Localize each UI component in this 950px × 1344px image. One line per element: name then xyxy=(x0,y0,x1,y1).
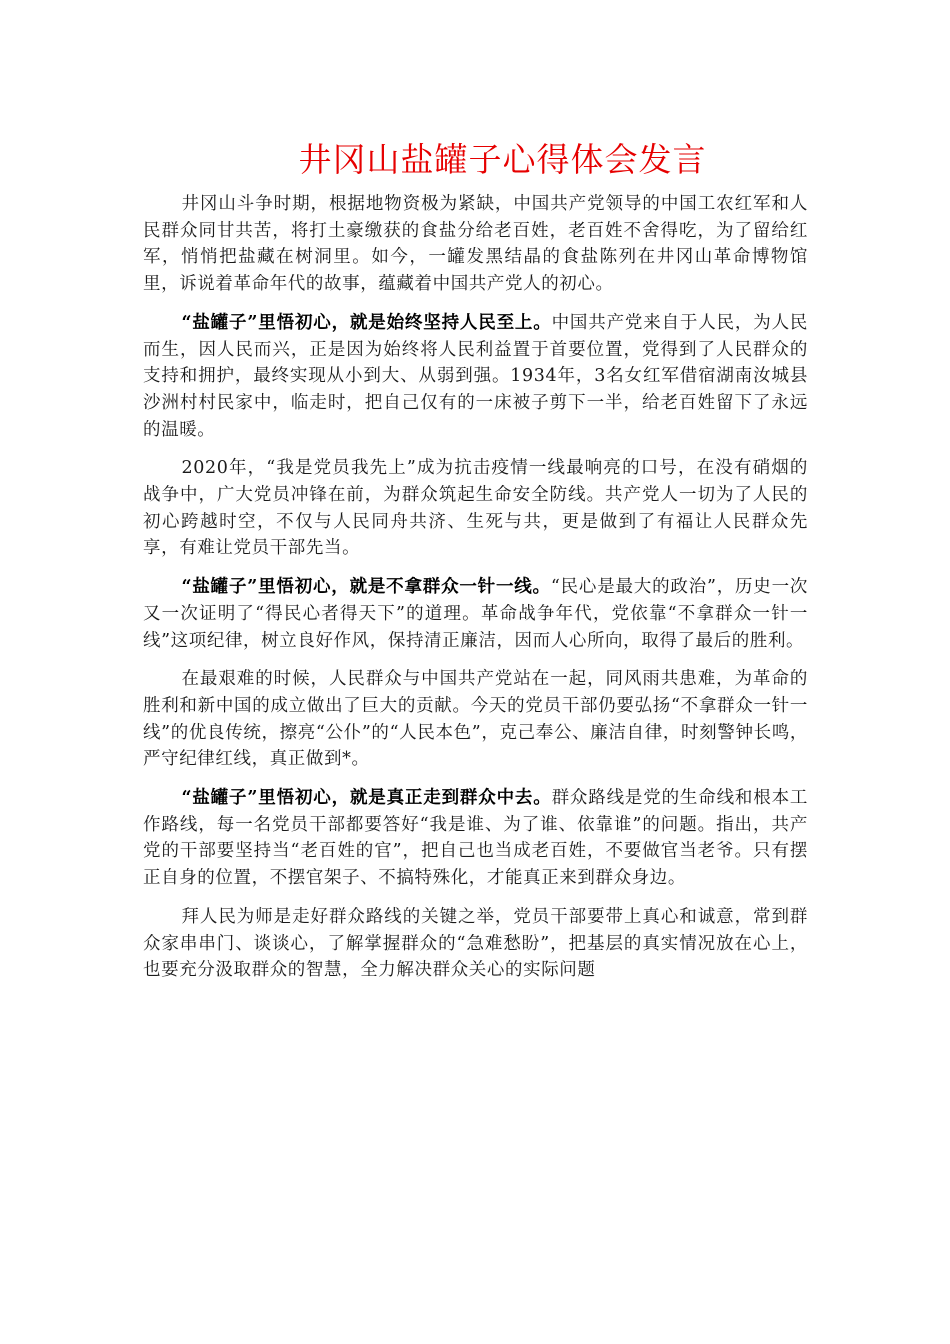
paragraph-1 xyxy=(143,191,808,298)
paragraph-text: 拜人民为师是走好群众路线的关键之举，党员干部要带上真心和诚意，常到群众家串串门、谈谈心，了解掌握群众的“急难愁盼”，把基层的真实情况放在心上，也要充分汲取群众的智慧，全力解决群众关心的实际问题 xyxy=(143,906,808,981)
paragraph-3 xyxy=(143,455,808,562)
paragraph-4 xyxy=(143,574,808,654)
paragraph-lead: “盐罐子”里悟初心，就是不拿群众一针一线。 xyxy=(181,577,551,598)
paragraph-2 xyxy=(143,310,808,444)
paragraph-text: 2020年，“我是党员我先上”成为抗击疫情一线最响亮的口号，在没有硝烟的战争中，广大党员冲锋在前，为群众筑起生命安全防线。共产党人一切为了人民的初心跨越时空，不仅与人民同舟共济、生死与共，更是做到了有福让人民群众先享，有难让党员干部先当。 xyxy=(143,458,808,559)
paragraph-6 xyxy=(143,785,808,892)
paragraph-7 xyxy=(143,904,808,984)
document-title: 井冈山盐罐子心得体会发言 xyxy=(298,140,707,179)
paragraph-text: 井冈山斗争时期，根据地物资极为紧缺，中国共产党领导的中国工农红军和人民群众同甘共苦，将打土豪缴获的食盐分给老百姓，老百姓不舍得吃，为了留给红军，悄悄把盐藏在树洞里。如今，一罐发黑结晶的食盐陈列在井冈山革命博物馆里，诉说着革命年代的故事，蕴藏着中国共产党人的初心。 xyxy=(143,194,808,295)
paragraph-text: “民心是最大的政治”，历史一次又一次证明了“得民心者得天下”的道理。革命战争年代，党依靠“不拿群众一针一线”这项纪律，树立良好作风，保持清正廉洁，因而人心所向，取得了最后的胜利。 xyxy=(143,577,808,651)
paragraph-5 xyxy=(143,666,808,773)
paragraph-text: 群众路线是党的生命线和根本工作路线，每一名党员干部都要答好“我是谁、为了谁、依靠谁”的问题。指出，共产党的干部要坚持当“老百姓的官”，把自己也当成老百姓，不要做官当老爷。只有摆正自身的位置，不摆官架子、不搞特殊化，才能真正来到群众身边。 xyxy=(143,788,808,889)
paragraph-text: 中国共产党来自于人民，为人民而生，因人民而兴，正是因为始终将人民利益置于首要位置，党得到了人民群众的支持和拥护，最终实现从小到大、从弱到强。1934年，3名女红军借宿湖南汝城县沙洲村村民家中，临走时，把自己仅有的一床被子剪下一半，给老百姓留下了永远的温暖。 xyxy=(143,312,808,440)
document-body xyxy=(143,191,808,996)
paragraph-lead: “盐罐子”里悟初心，就是始终坚持人民至上。 xyxy=(181,312,552,333)
paragraph-lead: “盐罐子”里悟初心，就是真正走到群众中去。 xyxy=(181,788,552,809)
paragraph-text: 在最艰难的时候，人民群众与中国共产党站在一起，同风雨共患难，为革命的胜利和新中国的成立做出了巨大的贡献。今天的党员干部仍要弘扬“不拿群众一针一线”的优良传统，擦亮“公仆”的“人民本色”，克己奉公、廉洁自律，时刻警钟长鸣，严守纪律红线，真正做到*。 xyxy=(143,669,808,770)
